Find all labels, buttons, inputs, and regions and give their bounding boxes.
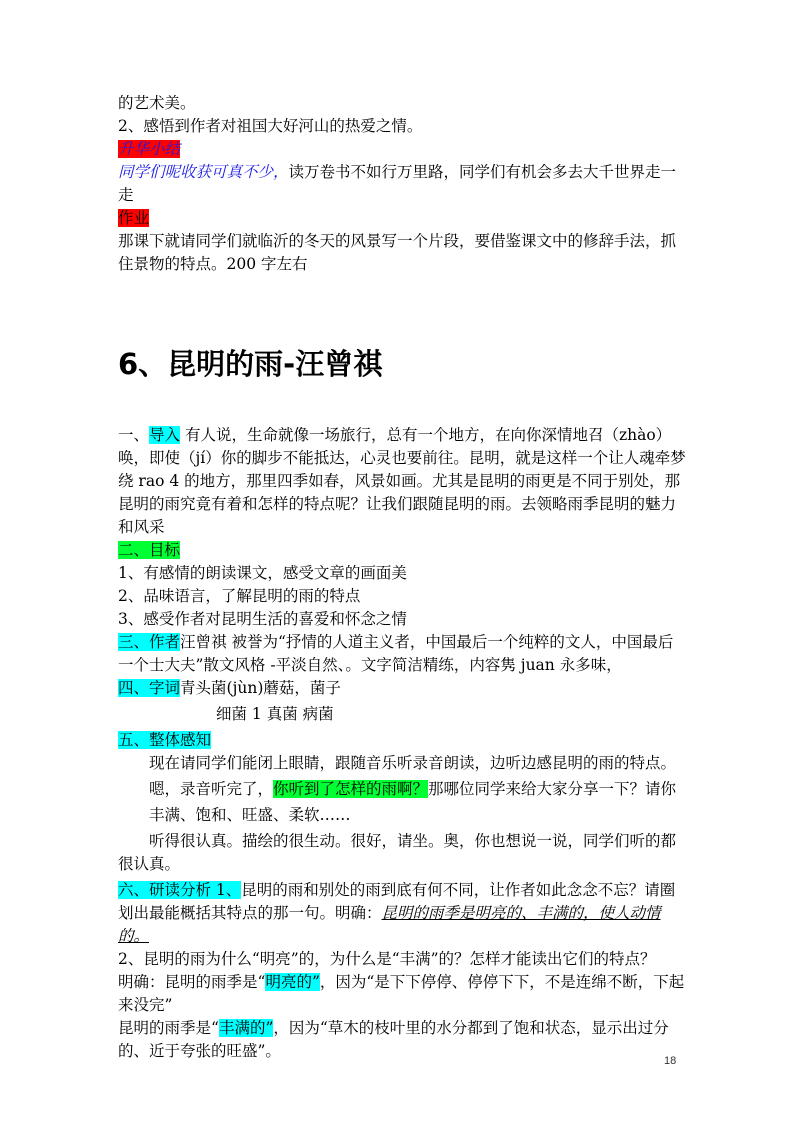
section-title: 6、昆明的雨-汪曾祺 <box>118 347 383 381</box>
summary-heading <box>118 138 688 161</box>
goal-item: 3、感受作者对昆明生活的喜爱和怀念之情 <box>118 610 407 628</box>
words-tag: 四、字词 <box>118 679 181 697</box>
words-paragraph <box>118 677 688 700</box>
overall-p1: 现在请同学们能闭上眼睛，跟随音乐听录音朗读，边听边感昆明的雨的特点。 <box>149 754 677 772</box>
analysis-answer: 昆明的雨季是明亮的、丰满的，使人动情的。 <box>118 904 661 945</box>
answer-1 <box>118 971 688 1017</box>
summary-rest: 读万卷书不如行万里路，同学们有机会多去大千世界走一走 <box>118 163 677 204</box>
document-page <box>118 92 688 1063</box>
intro-paragraph <box>118 424 688 539</box>
goal-item: 1、有感情的朗读课文，感受文章的画面美 <box>118 564 407 582</box>
overall-heading <box>118 729 688 752</box>
answer-1-highlight: 明亮的” <box>265 973 320 991</box>
author-paragraph <box>118 631 688 677</box>
homework-tag: 作业 <box>118 209 150 227</box>
words-line2: 细菌 1 真菌 病菌 <box>216 705 334 723</box>
summary-paragraph <box>118 161 688 207</box>
goal-item: 2、品味语言，了解昆明的雨的特点 <box>118 587 361 605</box>
goal-heading <box>118 539 688 562</box>
analysis-tag: 六、研读分析 1、 <box>118 881 242 899</box>
answer-1-b: ，因为“是下下停停、停停下下，不是连绵不断，下起来没完” <box>118 973 685 1014</box>
words-text: 青头菌(jùn)蘑菇，菌子 <box>180 679 341 697</box>
summary-lead: 同学们呢收获可真不少， <box>118 163 289 181</box>
intro-prefix: 一、 <box>118 426 150 444</box>
summary-tag: 升华小结 <box>118 140 181 158</box>
overall-p2-a: 嗯，录音听完了， <box>149 780 274 798</box>
author-tag: 三、作者 <box>118 633 181 651</box>
overall-p2-highlight: 你听到了怎样的雨啊？ <box>273 780 429 798</box>
analysis-text: 昆明的雨和别处的雨到底有何不同，让作者如此念念不忘？请圈划出最能概括其特点的那一句。明确： <box>118 881 676 922</box>
answer-2 <box>118 1017 688 1063</box>
answer-2-highlight: 丰满的” <box>218 1019 274 1037</box>
author-text: 汪曾祺 被誉为“抒情的人道主义者，中国最后一个纯粹的文人，中国最后一个士大夫”散文风格 -平淡自然、。文字简洁精练，内容隽 juan 永多味， <box>118 633 674 674</box>
overall-p2-b: 那哪位同学来给大家分享一下？请你 <box>428 780 677 798</box>
intro-text: 有人说，生命就像一场旅行，总有一个地方，在向你深情地召（zhào）唤，即使（jí）你的脚步不能抵达，心灵也要前往。昆明，就是这样一个让人魂牵梦绕 rao 4 的地方，那里四季如春，风景如画。尤其是昆明的雨更是不同于别处，那昆明的雨究竟有着和怎样的特点呢？让我们跟随昆明的雨。去领略雨季昆明的魅力和风采 <box>118 426 686 536</box>
overall-p4: 听得很认真。描绘的很生动。很好，请坐。奥，你也想说一说，同学们听的都很认真。 <box>118 832 677 873</box>
question-2: 2、昆明的雨为什么“明亮”的，为什么是“丰满”的？怎样才能读出它们的特点？ <box>118 950 656 968</box>
overall-tag: 五、整体感知 <box>118 731 212 749</box>
goal-tag: 二、目标 <box>118 541 181 559</box>
text-line: 的艺术美。 <box>118 94 196 112</box>
text-line: 2、感悟到作者对祖国大好河山的热爱之情。 <box>118 117 423 135</box>
overall-p3: 丰满、饱和、旺盛、柔软…… <box>149 806 351 824</box>
intro-tag: 导入 <box>149 426 181 444</box>
analysis-paragraph <box>118 879 688 948</box>
page-number: 18 <box>664 1055 677 1067</box>
overall-p2 <box>118 778 688 801</box>
answer-2-b: ，因为“草木的枝叶里的水分都到了饱和状态，显示出过分的、近于夸张的旺盛”。 <box>118 1019 669 1060</box>
answer-2-a: 昆明的雨季是“ <box>118 1019 219 1037</box>
homework-heading <box>118 207 688 230</box>
homework-paragraph: 那课下就请同学们就临沂的冬天的风景写一个片段，要借鉴课文中的修辞手法，抓住景物的特点。200 字左右 <box>118 232 677 273</box>
answer-1-a: 明确：昆明的雨季是“ <box>118 973 266 991</box>
